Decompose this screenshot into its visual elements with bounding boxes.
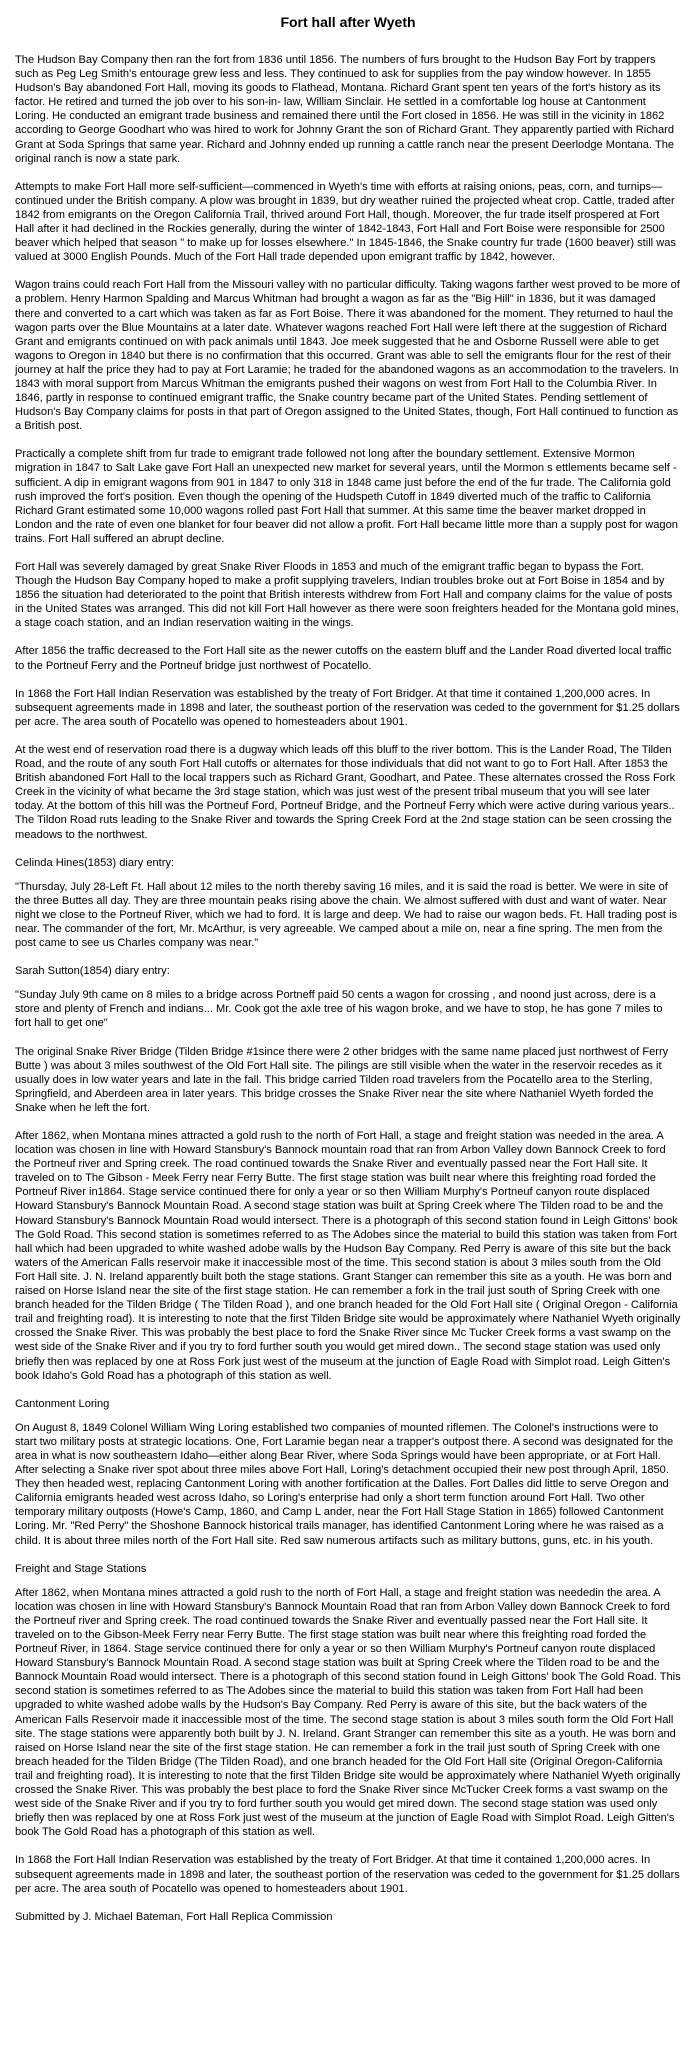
paragraph-hudson-bay-company: The Hudson Bay Company then ran the fort from 1836 until 1856. The numbers of furs brought to the Hudson Bay Fort by trappers such as Peg Leg Smith's entourage grew less and less. They continued to ask for supplies from the pay window however. In 1855 Hudson's Bay abandoned Fort Hall, moving its goods to Flathead, Montana. Richard Grant spent ten years of the fort's history as its factor. He retired and turned the job over to his son-in- law, William Sinclair. He settled in a comfortable log house at Cantonment Loring. He conducted an emigrant trade business and remained there until the Fort closed in 1856. He was still in the vicinity in 1862 according to George Goodhart who was hired to work for Johnny Grant the son of Richard Grant. They apparently partied with Richard Grant at Soda Springs that same year. Richard and Johnny ended up running a cattle ranch near the present Deerlodge Montana. The original ranch is now a state park. (15, 54, 675, 165)
diary-entry-sutton: "Sunday July 9th came on 8 miles to a bridge across Portneff paid 50 cents a wagon for crossing , and noond just across, dere is a store and plenty of French and indians... Mr. Cook got the axle tree of his wagon broke, and we have to stop, he has gone 7 miles to fort hall to get one" (15, 989, 663, 1030)
paragraph-emigrant-trade: Practically a complete shift from fur trade to emigrant trade followed not long after the boundary settlement. Extensive Mormon migration in 1847 to Salt Lake gave Fort Hall an unexpected new market for several years, until the Mormon s ettlements became self -sufficient. A dip in emigrant wagons from 901 in 1847 to only 318 in 1848 came just before the end of the fur trade. The California gold rush improved the fort's position. Even though the opening of the Hudspeth Cutoff in 1849 diverted much of the traffic to California Richard Grant estimated some 10,000 wagons rolled past Fort Hall that summer. At this same time the beaver market dropped in London and the rate of even one blanket for four beaver did not allow a profit. Fort Hall became little more than a supply post for wagon trains. Fort Hall suffered an abrupt decline. (15, 448, 678, 545)
section-heading-cantonment-loring: Cantonment Loring (15, 1397, 110, 1410)
paragraph-cantonment-loring: On August 8, 1849 Colonel William Wing Loring established two companies of mounted riflemen. The Colonel's instructions were to start two military posts at strategic locations. One, Fort Laramie began near a trapper's outpost there. A second was designated for the area in what is now southeastern Idaho—either along Bear River, where Soda Springs would have been appropriate, or at Fort Hall. After selecting a Snake river spot about three miles above Fort Hall, Loring's detachment occupied their new post through April, 1850. They then headed west, replacing Cantonment Loring with another fortification at the Dalles. Fort Dalles did little to serve Oregon and California emigrants headed west across Idaho, so Loring's enterprise had only a short term function around Fort Hall. Two other temporary military outposts (Howe's Camp, 1860, and Camp L ander, near the Fort Hall Stage Station in 1865) followed Cantonment Loring. Mr. "Red Perry" the Shoshone Bannock historical trails manager, has identified Cantonment Loring where he was raised as a child. It is about three miles north of the Fort Hall site. Red saw numerous artifacts such as military buttons, guns, etc. in his youth. (15, 1421, 674, 1547)
paragraph-snake-river-bridge: The original Snake River Bridge (Tilden Bridge #1since there were 2 other bridges with the same name placed just northwest of Ferry Butte ) was about 3 miles southwest of the Old Fort Hall site. The pilings are still visible when the water in the reservoir recedes as it usually does in low water years and late in the fall. This bridge carried Tilden road travelers from the Pocatello area to the Sterling, Springfield, and Aberdeen area in later years. This bridge crosses the Snake River near the site where Nathaniel Wyeth forded the Snake when he left the fort. (15, 1045, 669, 1114)
paragraph-wagon-trains: Wagon trains could reach Fort Hall from the Missouri valley with no particular difficulty. Taking wagons farther west proved to be more of a problem. Henry Harmon Spalding and Marcus Whitman had brought a wagon as far as the "Big Hill" in 1836, but it was damaged there and converted to a cart which was taken as far as Fort Boise. There it was abandoned for the moment. They returned to haul the wagon parts over the Blue Mountains at a later date. Whatever wagons reached Fort Hall were left there at the suggestion of Richard Grant and emigrants continued on with pack animals until 1843. Joe meek suggested that he and Osborne Russell were able to get wagons to Oregon in 1840 but there is no confirmation that this occurred. Grant was able to sell the emigrants flour for the rest of their journey at half the price they had to pay at Fort Laramie; he traded for the abandoned wagons as an accommodation to the travelers. In 1843 with moral support from Marcus Whitman the emigrants pushed their wagons on west from Fort Hall to the Columbia River. In 1846, partly in response to continued emigrant traffic, the Snake country became part of the United States. Pending settlement of Hudson's Bay Company claims for posts in that part of Oregon assigned to the United States, though, Fort Hall continued to function as a British post. (15, 279, 680, 433)
diary-heading-sutton: Sarah Sutton(1854) diary entry: (15, 965, 170, 978)
section-heading-freight-stage-stations: Freight and Stage Stations (15, 1562, 147, 1575)
paragraph-reservation-road: At the west end of reservation road there is a dugway which leads off this bluff to the river bottom. This is the Lander Road, The Tilden Road, and the route of any south Fort Hall cutoffs or alternates for those individuals that did not want to go to Fort Hall. After 1853 the British abandoned Fort Hall to the local trappers such as Richard Grant, Goodhart, and Patee. These alternates crossed the Ross Fork Creek in the vicinity of what became the 3rd stage station, which was just west of the present tribal museum that you will see later today. At the bottom of this hill was the Portneuf Ford, Portneuf Bridge, and the Portneuf Ferry which were active during various years.. The Tildon Road ruts leading to the Snake River and towards the Spring Creek Ford at the 2nd stage station can be seen crossing the meadows to the northwest. (15, 743, 676, 841)
paragraph-stage-stations-1862: After 1862, when Montana mines attracted a gold rush to the north of Fort Hall, a stage and freight station was needed in the area. A location was chosen in line with Howard Stansbury's Bannock mountain road that ran from Arbon Valley down Bannock Creek to ford the Portneuf river and Spring creek. The road continued towards the Snake River and eventually passed near the Fort Hall site. It traveled on to The Gibson - Meek Ferry near Ferry Butte. The first stage station was built near where this freighting road forded the Portneuf River in1864. Stage service continued there for only a year or so then William Murphy's Portneuf canyon route displaced Howard Stansbury's Bannock Mountain Road. A second stage station was built at Spring Creek where The Tilden road to be and the Howard Stansbury's Bannock Mountain Road would intersect. There is a photograph of this second station found in Leigh Gittons' book The Gold Road. This second station is sometimes referred to as The Adobes since the material to build this station was taken from Fort hall which had been upgraded to white washed adobe walls by the Hudson Bay Company. Red Perry is aware of this site but the back waters of the American Falls reservoir make it inaccessible most of the time. This second station is about 3 miles south from the Old Fort Hall site. J. N. Ireland apparently built both the stage stations. Grant Stanger can remember this site as a youth. He was born and raised on Horse Island near the site of the first stage station. He can remember a fork in the trail just south of Spring Creek with one branch headed for the Tilden Bridge ( The Tilden Road ), and one branch headed for the Old Fort Hall site ( Original Oregon - California trail and freighting road). It is interesting to note that the first Tilden Bridge site would be approximately where Nathaniel Wyeth originally crossed the Snake River. This was probably the best place to ford the Snake River since Mc Tucker Creek forms a vast swamp on the west side of the Snake River and if you try to ford further south you would get mired down.. The second stage station was used only briefly then was replaced by one at Ross Fork just west of the museum at the junction of Eagle Road with Simplot road. Leigh Gitten's book Idaho's Gold Road has a photograph of this station as well. (15, 1130, 681, 1382)
paragraph-self-sufficient: Attempts to make Fort Hall more self-sufficient—commenced in Wyeth's time with efforts at raising onions, peas, corn, and turnips—continued under the British company. A plow was brought in 1839, but dry weather ruined the projected wheat crop. Cattle, traded after 1842 from emigrants on the Oregon California Trail, thrived around Fort Hall, though. Moreover, the fur trade itself prospered at Fort Hall after it had declined in the Rockies generally, during the winter of 1842-1843, Fort Hall and Fort Boise were responsible for 2500 beaver which helped that season " to make up for losses elsewhere." In 1845-1846, the Snake country fur trade (1600 beaver) still was valued at 3000 English Pounds. Much of the Fort Hall trade depended upon emigrant traffic by 1842, however. (15, 180, 676, 264)
page-title: Fort hall after Wyeth (280, 14, 416, 30)
diary-heading-hines: Celinda Hines(1853) diary entry: (15, 856, 175, 869)
paragraph-reservation-repeat: In 1868 the Fort Hall Indian Reservation was established by the treaty of Fort Bridger. At that time it contained 1,200,000 acres. In subsequent agreements made in 1898 and later, the southeast portion of the reservation was ceded to the government for $1.25 dollars per acre. The area south of Pocatello was opened to homesteaders about 1901. (15, 1854, 680, 1895)
submitted-by: Submitted by J. Michael Bateman, Fort Hall Replica Commission (15, 1910, 333, 1923)
paragraph-floods: Fort Hall was severely damaged by great Snake River Floods in 1853 and much of the emigrant traffic began to bypass the Fort. Though the Hudson Bay Company hoped to make a profit supplying travelers, Indian troubles broke out at Fort Boise in 1854 and by 1856 the situation had deteriorated to the point that British interests withdrew from Fort Hall and company claims for the value of posts in the United States was arranged. This did not kill Fort Hall however as there were soon freighters headed for the Montana gold mines, a stage coach station, and an Indian reservation waiting in the wings. (15, 561, 679, 630)
paragraph-after-1856: After 1856 the traffic decreased to the Fort Hall site as the newer cutoffs on the eastern bluff and the Lander Road diverted local traffic to the Portneuf Ferry and the Portneuf bridge just northwest of Pocatello. (15, 645, 672, 672)
paragraph-reservation: In 1868 the Fort Hall Indian Reservation was established by the treaty of Fort Bridger. At that time it contained 1,200,000 acres. In subsequent agreements made in 1898 and later, the southeast portion of the reservation was ceded to the government for $1.25 dollars per acre. The area south of Pocatello was opened to homesteaders about 1901. (15, 687, 680, 728)
diary-entry-hines: "Thursday, July 28-Left Ft. Hall about 12 miles to the north thereby saving 16 miles, and it is said the road is better. We were in site of the three Buttes all day. They are three mountain peaks rising above the chain. We almost suffered with dust and want of water. Near night we close to the Portneuf River, which we had to ford. It is large and deep. We had to raise our wagon beds. Ft. Hall trading post is near. The commander of the fort, Mr. McArthur, is very agreeable. We camped about a mile on, near a fine spring. The men from the post came to see us Charles company was near." (15, 880, 678, 950)
paragraph-freight-stage-stations: After 1862, when Montana mines attracted a gold rush to the north of Fort Hall, a stage and freight station was neededin the area. A location was chosen in line with Howard Stansbury's Bannock Mountain Road that ran from Arbon Valley down Bannock Creek to ford the Portneuf river and Spring creek. The road continued towards the Snake River and eventually passed near the Fort Hall site. It traveled on to the Gibson-Meek Ferry near Ferry Butte. The first stage station was built near where this freighting road forded the Portneuf River, in 1864. Stage service continued there for only a year or so then William Murphy's Portneuf canyon route displaced Howard Stansbury's Bannock Mountain Road. A second stage station was built at Spring Creek where the Tilden road to be and the Bannock Mountain Road would intersect. There is a photograph of this second station found in Leigh Gittons' book The Gold Road. This second station is sometimes referred to as The Adobes since the material to build this station was taken from Fort Hall had been upgraded to white washed adobe walls by the Hudson's Bay Company. Red Perry is aware of this site, but the back waters of the American Falls Reservoir made it inaccessible most of the time. The second stage station is about 3 miles south form the Old Fort Hall site. The stage stations were apparently both built by J. N. Ireland. Grant Stranger can remember this site as a youth. He was born and raised on Horse Island near the site of the first stage station. He can remember a fork in the trail just south of Spring Creek with one breach headed for the Tilden Bridge (The Tilden Road), and one branch headed for the Old Fort Hall site (Original Oregon-California trail and freighting road). It is interesting to note that the first Tilden Bridge site would be approximately where Nathaniel Wyeth originally crossed the Snake River. This was probably the best place to ford the Snake River since McTucker Creek forms a vast swamp on the west side of the Snake River and if you try to ford further south you would get mired down. The second stage station was used only briefly then was replaced by one at Ross Fork just west of the museum at the junction of Eagle Road with Simplot Road. Leigh Gitten's book The Gold Road has a photograph of this station as well. (15, 1586, 681, 1839)
